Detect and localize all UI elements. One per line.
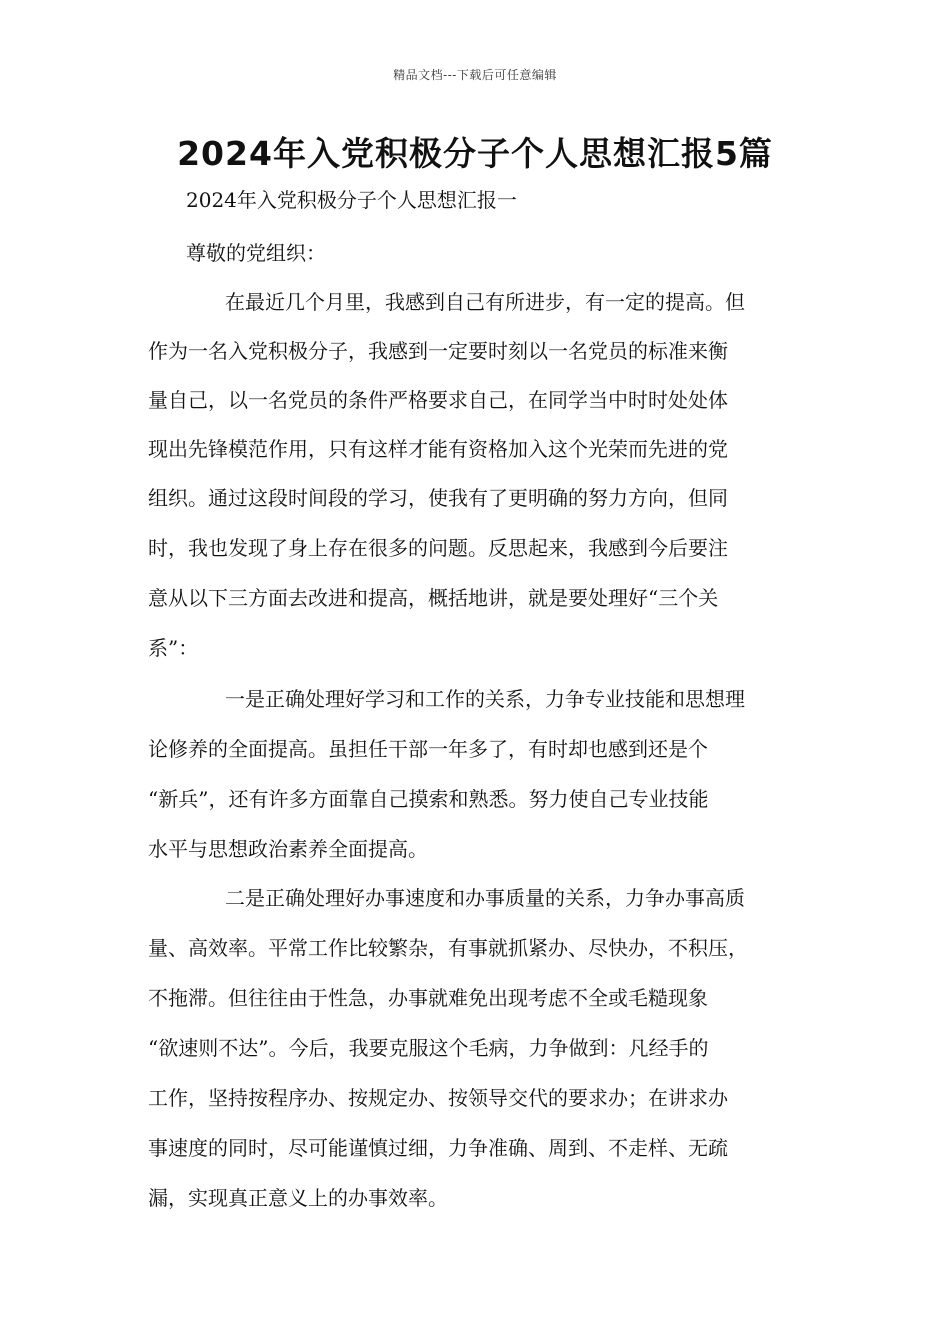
paragraph-line: “新兵”，还有许多方面靠自己摸索和熟悉。努力使自己专业技能 <box>148 787 709 811</box>
paragraph-line: 不拖滞。但往往由于性急，办事就难免出现考虑不全或毛糙现象 <box>148 986 708 1010</box>
paragraph-line: 水平与思想政治素养全面提高。 <box>148 837 428 861</box>
paragraph-line: “欲速则不达”。今后，我要克服这个毛病，力争做到：凡经手的 <box>148 1036 709 1060</box>
paragraph-line: 事速度的同时，尽可能谨慎过细，力争准确、周到、不走样、无疏 <box>148 1136 728 1160</box>
paragraph-line: 组织。通过这段时间段的学习，使我有了更明确的努力方向，但同 <box>148 486 728 510</box>
paragraph-line: 一是正确处理好学习和工作的关系，力争专业技能和思想理 <box>225 687 745 711</box>
paragraph-line: 现出先锋模范作用，只有这样才能有资格加入这个光荣而先进的党 <box>148 437 728 461</box>
paragraph-line: 漏，实现真正意义上的办事效率。 <box>148 1186 448 1210</box>
paragraph-line: 工作，坚持按程序办、按规定办、按领导交代的要求办；在讲求办 <box>148 1086 728 1110</box>
paragraph-line: 作为一名入党积极分子，我感到一定要时刻以一名党员的标准来衡 <box>148 339 728 363</box>
header-note: 精品文档---下载后可任意编辑 <box>393 68 557 82</box>
paragraph-line: 在最近几个月里，我感到自己有所进步，有一定的提高。但 <box>225 290 745 314</box>
paragraph-line: 系”： <box>148 636 199 660</box>
paragraph-line: 量自己，以一名党员的条件严格要求自己，在同学当中时时处处体 <box>148 388 728 412</box>
salutation: 尊敬的党组织： <box>186 241 326 265</box>
document-title: 2024年入党积极分子个人思想汇报5篇 <box>177 134 773 173</box>
paragraph-line: 量、高效率。平常工作比较繁杂，有事就抓紧办、尽快办，不积压， <box>148 936 748 960</box>
paragraph-line: 论修养的全面提高。虽担任干部一年多了，有时却也感到还是个 <box>148 737 708 761</box>
paragraph-line: 二是正确处理好办事速度和办事质量的关系，力争办事高质 <box>225 886 745 910</box>
paragraph-line: 意从以下三方面去改进和提高，概括地讲，就是要处理好“三个关 <box>148 586 719 610</box>
paragraph-line: 时，我也发现了身上存在很多的问题。反思起来，我感到今后要注 <box>148 536 728 560</box>
report-subtitle: 2024年入党积极分子个人思想汇报一 <box>186 188 517 212</box>
